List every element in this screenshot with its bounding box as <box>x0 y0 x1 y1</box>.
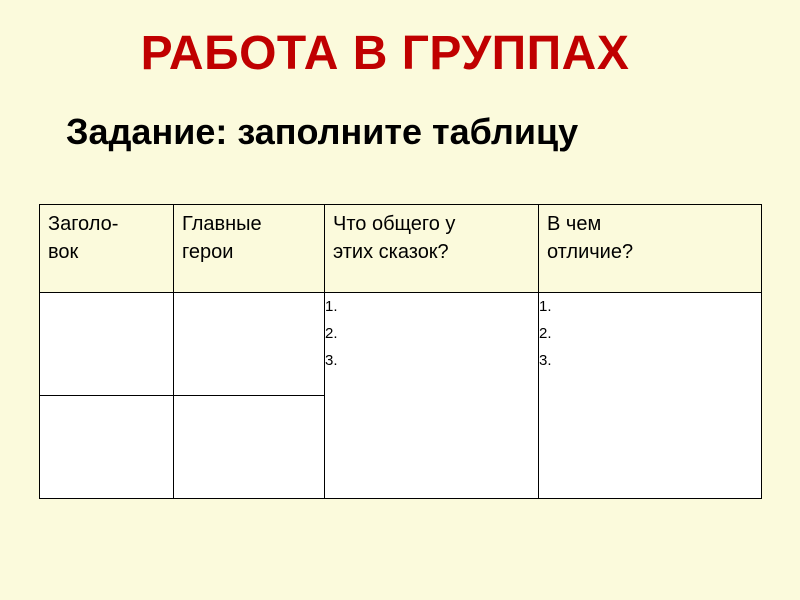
table-header-row <box>40 205 762 293</box>
difference-item: 2. <box>539 325 552 342</box>
header-title-line: вок <box>48 241 79 263</box>
difference-cell <box>539 293 762 499</box>
header-common-column <box>325 205 539 293</box>
task-table <box>39 204 762 499</box>
title-cell-1 <box>40 293 174 396</box>
title-cell-2 <box>40 396 174 499</box>
common-cell <box>325 293 539 499</box>
difference-item: 3. <box>539 352 552 369</box>
heroes-cell-1 <box>174 293 325 396</box>
table-row <box>40 293 762 396</box>
header-heroes-line: герои <box>182 241 234 263</box>
common-item: 1. <box>325 298 338 315</box>
header-common-line: Что общего у <box>333 213 456 235</box>
heroes-cell-2 <box>174 396 325 499</box>
header-difference-column <box>539 205 762 293</box>
slide-title: РАБОТА В ГРУППАХ <box>140 27 630 80</box>
header-title-line: Заголо- <box>48 213 119 235</box>
header-heroes-column <box>174 205 325 293</box>
header-title-column <box>40 205 174 293</box>
common-item: 2. <box>325 325 338 342</box>
header-common-line: этих сказок? <box>333 241 449 263</box>
common-item: 3. <box>325 352 338 369</box>
header-difference-line: В чем <box>547 213 602 235</box>
slide-subtitle: Задание: заполните таблицу <box>66 111 579 152</box>
difference-item: 1. <box>539 298 552 315</box>
header-difference-line: отличие? <box>547 241 634 263</box>
header-heroes-line: Главные <box>182 213 262 235</box>
